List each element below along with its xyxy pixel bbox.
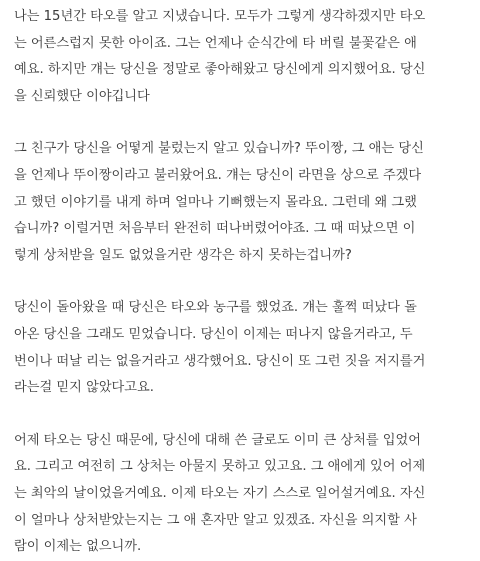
text-line: 그 친구가 당신을 어떻게 불렀는지 알고 있습니까? 뚜이짱, 그 애는 당신 bbox=[14, 141, 424, 157]
paragraph-1 bbox=[14, 4, 466, 110]
text-line: 을 언제나 뚜이짱이라고 불러왔어요. 걔는 당신이 라면을 상으로 주겠다 bbox=[14, 167, 422, 183]
text-line: 아온 당신을 그래도 믿었습니다. 당신이 이제는 떠나지 않을거라고, 두 bbox=[14, 326, 413, 342]
text-line: 나는 15년간 타오를 알고 지냈습니다. 모두가 그렇게 생각하겠지만 타오 bbox=[14, 9, 426, 24]
text-line: 렇게 상처받을 일도 없었을거란 생각은 하지 못하는겁니까? bbox=[14, 247, 352, 263]
paragraph-4 bbox=[14, 428, 466, 561]
text-line: 고 했던 이야기를 내게 하며 얼마나 기뻐했는지 몰라요. 그런데 왜 그랬 bbox=[14, 194, 417, 210]
text-line: 예요. 하지만 걔는 당신을 정말로 좋아해왔고 당신에게 의지했어요. 당신 bbox=[14, 62, 426, 78]
text-line: 당신이 돌아왔을 때 당신은 타오와 농구를 했었죠. 걔는 훌쩍 떠났다 돌 bbox=[14, 300, 417, 316]
text-line: 이 얼마나 상처받았는지는 그 애 혼자만 알고 있겠죠. 자신을 의지할 사 bbox=[14, 512, 417, 528]
text-line: 요. 그리고 여전히 그 상처는 아물지 못하고 있고요. 그 애에게 있어 어제 bbox=[14, 459, 426, 475]
text-line: 라는걸 믿지 않았다고요. bbox=[14, 380, 154, 396]
text-line: 습니까? 이럴거면 처음부터 완전히 떠나버렸어야죠. 그 때 떠났으면 이 bbox=[14, 221, 416, 237]
text-line: 을 신뢰했단 이야깁니다 bbox=[14, 88, 150, 104]
text-line: 는 어른스럽지 못한 아이죠. 그는 언제나 순식간에 타 버릴 불꽃같은 애 bbox=[14, 35, 417, 51]
paragraph-2 bbox=[14, 136, 466, 269]
text-line: 람이 이제는 없으니까. bbox=[14, 539, 142, 555]
text-line: 는 최악의 날이었을거예요. 이제 타오는 자기 스스로 일어설거예요. 자신 bbox=[14, 485, 426, 501]
text-line: 번이나 떠날 리는 없을거라고 생각했어요. 당신이 또 그런 짓을 저지를거 bbox=[14, 353, 426, 369]
text-line: 어제 타오는 당신 때문에, 당신에 대해 쓴 글로도 이미 큰 상처를 입었어 bbox=[14, 432, 421, 448]
paragraph-3 bbox=[14, 295, 466, 401]
